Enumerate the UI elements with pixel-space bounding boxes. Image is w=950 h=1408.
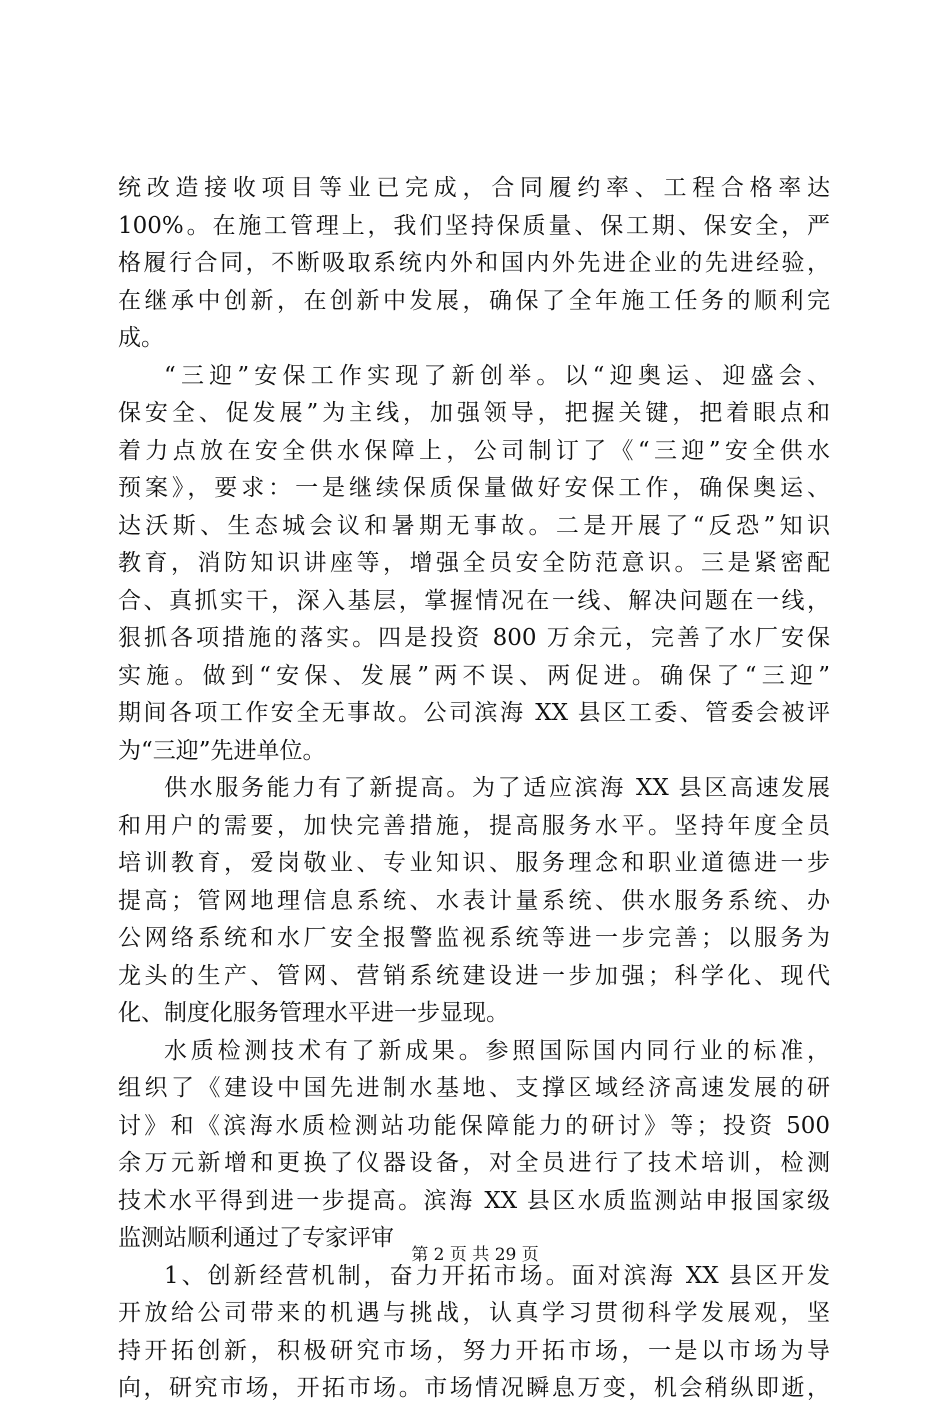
text-line: 100%。在施工管理上，我们坚持保质量、保工期、保安全，严 xyxy=(118,212,830,239)
text-line: 统改造接收项目等业已完成，合同履约率、工程合格率达 xyxy=(118,175,830,201)
text-line: 在继承中创新，在创新中发展，确保了全年施工任务的顺利完 xyxy=(118,287,830,314)
text-line: 龙头的生产、管网、营销系统建设进一步加强；科学化、现代 xyxy=(118,962,830,989)
text-line: 期间各项工作安全无事故。公司滨海 XX 县区工委、管委会被评 xyxy=(118,700,830,726)
text-line: 和用户的需要，加快完善措施，提高服务水平。坚持年度全员 xyxy=(118,812,830,839)
text-line: 化、制度化服务管理水平进一步显现。 xyxy=(118,1000,509,1026)
text-line: 狠抓各项措施的落实。四是投资 800 万余元，完善了水厂安保 xyxy=(118,625,830,651)
text-line: 余万元新增和更换了仪器设备，对全员进行了技术培训，检测 xyxy=(118,1150,830,1176)
text-line: 保安全、促发展”为主线，加强领导，把握关键，把着眼点和 xyxy=(118,400,830,426)
text-line: 监测站顺利通过了专家评审 xyxy=(118,1225,394,1251)
text-line: 成。 xyxy=(118,325,164,351)
text-line: 提高；管网地理信息系统、水表计量系统、供水服务系统、办 xyxy=(118,887,830,914)
page-footer: 第 2 页 共 29 页 xyxy=(411,1245,539,1265)
text-line: 预案》，要求：一是继续保质保量做好安保工作，确保奥运、 xyxy=(118,475,830,501)
text-line: 公网络系统和水厂安全报警监视系统等进一步完善；以服务为 xyxy=(118,925,830,951)
text-line: 开放给公司带来的机遇与挑战，认真学习贯彻科学发展观，坚 xyxy=(118,1300,830,1326)
text-line: 持开拓创新，积极研究市场，努力开拓市场，一是以市场为导 xyxy=(118,1337,830,1364)
text-line: 向，研究市场，开拓市场。市场情况瞬息万变，机会稍纵即逝， xyxy=(118,1375,830,1401)
document-body xyxy=(118,170,830,1408)
text-line: 讨》和《滨海水质检测站功能保障能力的研讨》等；投资 500 xyxy=(118,1112,830,1139)
text-line: 达沃斯、生态城会议和暑期无事故。二是开展了“反恐”知识 xyxy=(118,512,830,539)
text-line: 供水服务能力有了新提高。为了适应滨海 XX 县区高速发展 xyxy=(164,775,830,801)
text-line: 1、创新经营机制，奋力开拓市场。面对滨海 XX 县区开发 xyxy=(164,1262,830,1289)
text-line: 培训教育，爱岗敬业、专业知识、服务理念和职业道德进一步 xyxy=(118,850,830,876)
text-line: 技术水平得到进一步提高。滨海 XX 县区水质监测站申报国家级 xyxy=(118,1187,830,1214)
text-line: 组织了《建设中国先进制水基地、支撑区域经济高速发展的研 xyxy=(118,1075,830,1101)
text-line: 水质检测技术有了新成果。参照国际国内同行业的标准， xyxy=(164,1037,830,1064)
text-line: 实施。做到“安保、发展”两不误、两促进。确保了“三迎” xyxy=(118,662,830,689)
text-line: 为“三迎”先进单位。 xyxy=(118,737,326,764)
text-line: 格履行合同，不断吸取系统内外和国内外先进企业的先进经验， xyxy=(118,250,830,276)
text-line: “三迎”安保工作实现了新创举。以“迎奥运、迎盛会、 xyxy=(164,362,830,389)
text-line: 着力点放在安全供水保障上，公司制订了《“三迎”安全供水 xyxy=(118,437,830,464)
text-line: 教育，消防知识讲座等，增强全员安全防范意识。三是紧密配 xyxy=(118,550,830,576)
text-line: 合、真抓实干，深入基层，掌握情况在一线、解决问题在一线， xyxy=(118,587,830,614)
